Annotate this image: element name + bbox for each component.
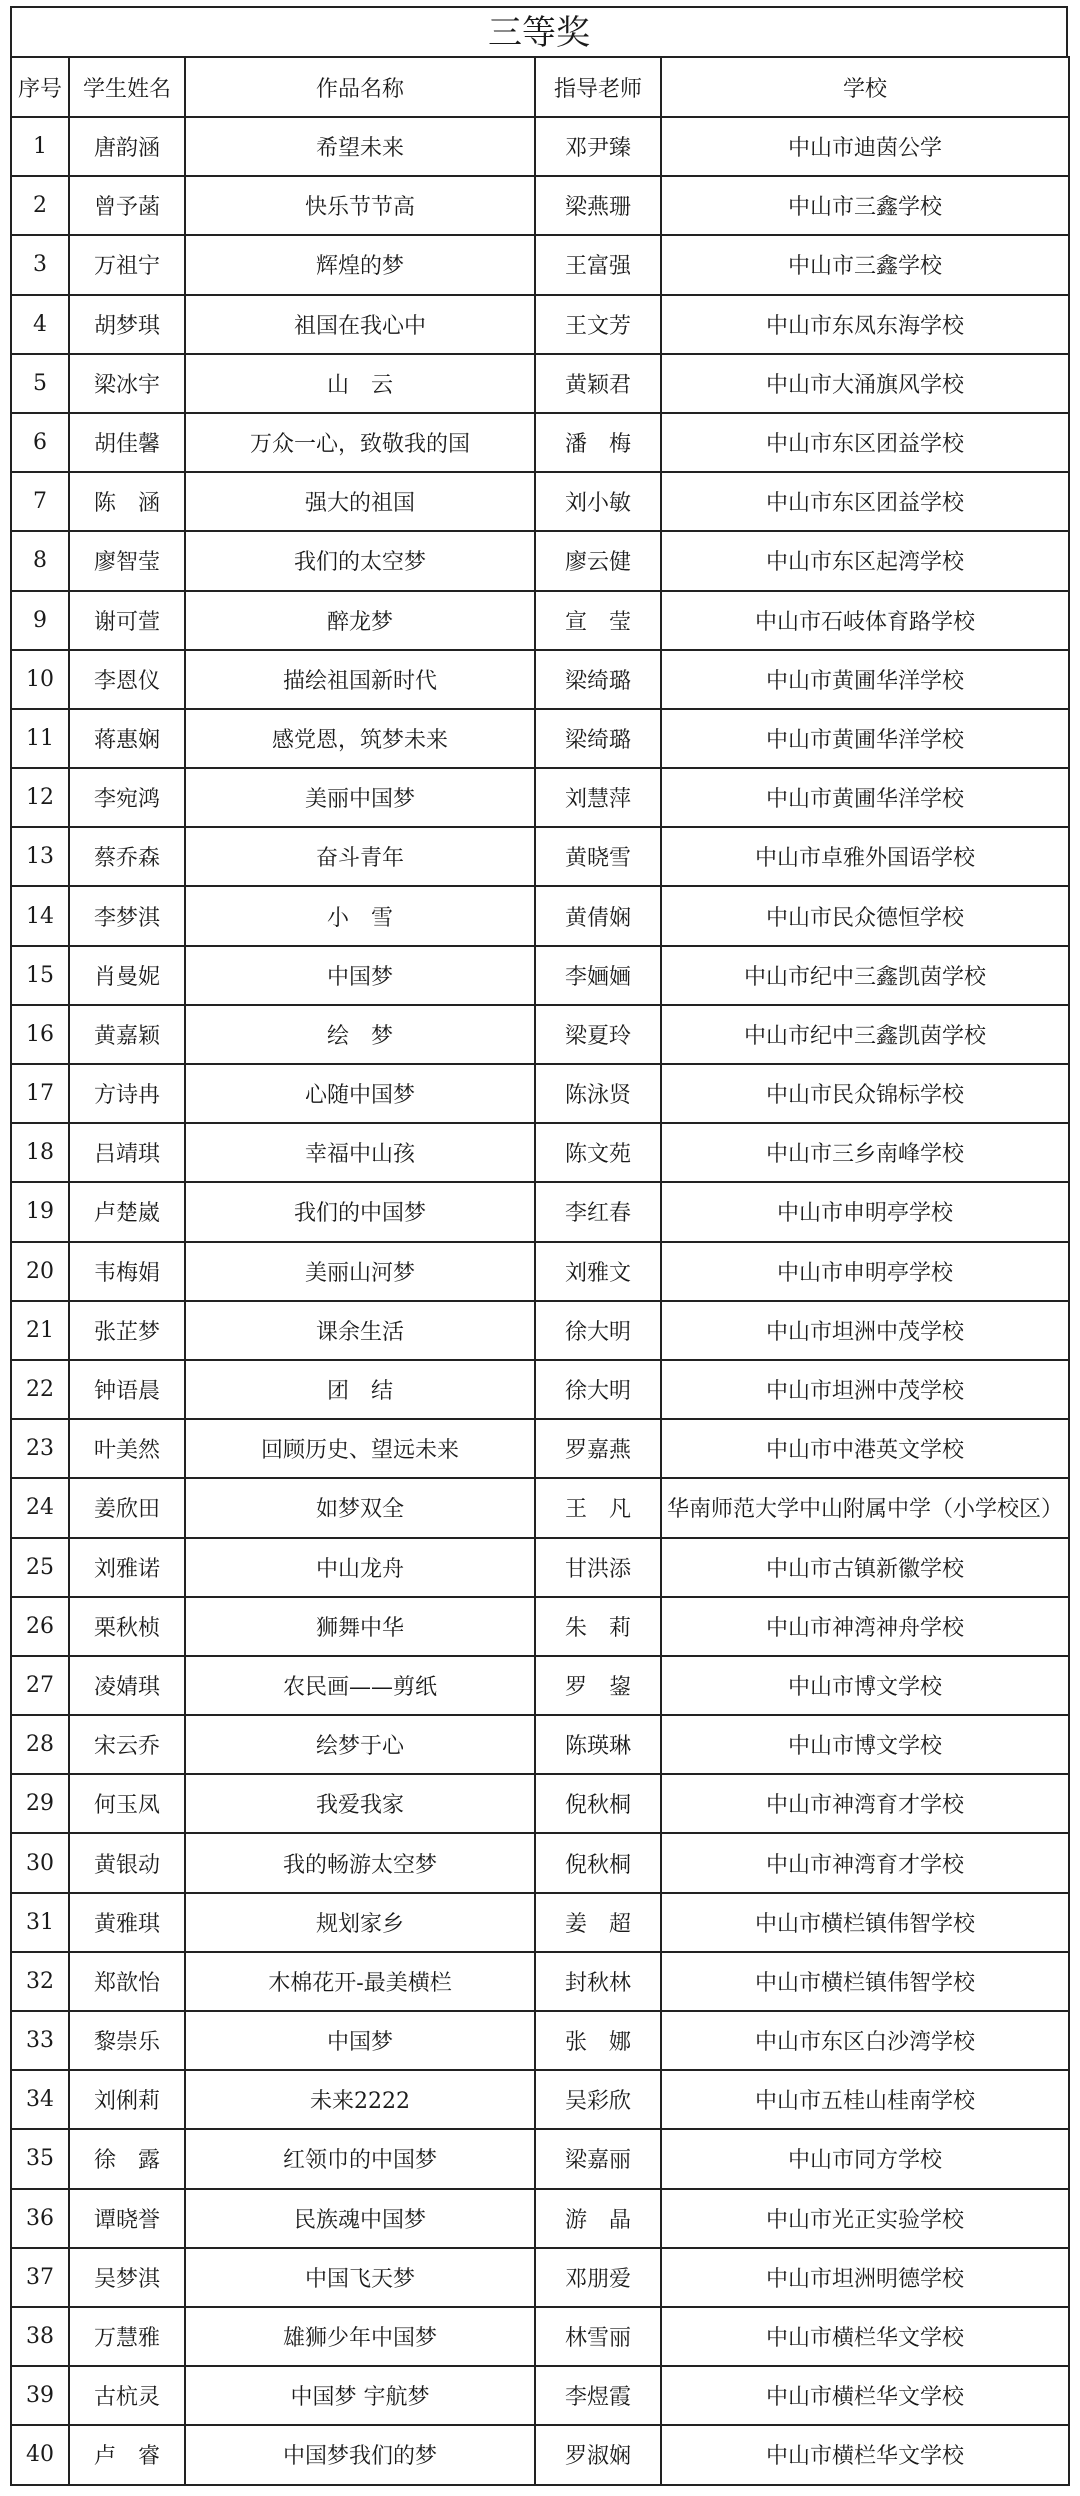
row-index: 22 — [11, 1360, 69, 1419]
school-name: 中山市纪中三鑫凯茵学校 — [661, 1005, 1069, 1064]
student-name: 万祖宁 — [69, 235, 185, 294]
table-row — [11, 1242, 1069, 1301]
school-name: 中山市迪茵公学 — [661, 117, 1069, 176]
school-name: 中山市坦洲中茂学校 — [661, 1301, 1069, 1360]
row-index: 32 — [11, 1952, 69, 2011]
teacher-name: 潘 梅 — [535, 413, 661, 472]
work-title: 奋斗青年 — [185, 827, 535, 886]
teacher-name: 徐大明 — [535, 1360, 661, 1419]
teacher-name: 徐大明 — [535, 1301, 661, 1360]
school-name: 中山市东凤东海学校 — [661, 295, 1069, 354]
row-index: 35 — [11, 2129, 69, 2188]
work-title: 我的畅游太空梦 — [185, 1833, 535, 1892]
student-name: 李梦淇 — [69, 886, 185, 945]
row-index: 33 — [11, 2011, 69, 2070]
work-title: 山 云 — [185, 354, 535, 413]
work-title: 雄狮少年中国梦 — [185, 2307, 535, 2366]
student-name: 何玉凤 — [69, 1774, 185, 1833]
student-name: 黄雅琪 — [69, 1893, 185, 1952]
award-table — [10, 56, 1070, 2486]
table-row — [11, 1419, 1069, 1478]
work-title: 我爱我家 — [185, 1774, 535, 1833]
row-index: 9 — [11, 591, 69, 650]
student-name: 张芷梦 — [69, 1301, 185, 1360]
work-title: 中国梦 — [185, 2011, 535, 2070]
work-title: 团 结 — [185, 1360, 535, 1419]
row-index: 38 — [11, 2307, 69, 2366]
table-row — [11, 650, 1069, 709]
teacher-name: 黄倩娴 — [535, 886, 661, 945]
student-name: 古杭灵 — [69, 2366, 185, 2425]
table-row — [11, 1656, 1069, 1715]
work-title: 辉煌的梦 — [185, 235, 535, 294]
student-name: 黎崇乐 — [69, 2011, 185, 2070]
table-row — [11, 2248, 1069, 2307]
work-title: 醉龙梦 — [185, 591, 535, 650]
row-index: 14 — [11, 886, 69, 945]
school-name: 中山市东区团益学校 — [661, 472, 1069, 531]
student-name: 谢可萱 — [69, 591, 185, 650]
table-row — [11, 2425, 1069, 2484]
teacher-name: 梁绮璐 — [535, 709, 661, 768]
school-name: 中山市同方学校 — [661, 2129, 1069, 2188]
school-name: 中山市坦洲明德学校 — [661, 2248, 1069, 2307]
table-row — [11, 768, 1069, 827]
work-title: 绘梦于心 — [185, 1715, 535, 1774]
work-title: 描绘祖国新时代 — [185, 650, 535, 709]
work-title: 中国梦 — [185, 946, 535, 1005]
header-teacher: 指导老师 — [535, 57, 661, 117]
row-index: 19 — [11, 1182, 69, 1241]
teacher-name: 梁燕珊 — [535, 176, 661, 235]
teacher-name: 姜 超 — [535, 1893, 661, 1952]
table-row — [11, 117, 1069, 176]
work-title: 心随中国梦 — [185, 1064, 535, 1123]
student-name: 叶美然 — [69, 1419, 185, 1478]
school-name: 中山市纪中三鑫凯茵学校 — [661, 946, 1069, 1005]
row-index: 11 — [11, 709, 69, 768]
row-index: 36 — [11, 2189, 69, 2248]
school-name: 中山市横栏华文学校 — [661, 2307, 1069, 2366]
work-title: 强大的祖国 — [185, 472, 535, 531]
school-name: 中山市三鑫学校 — [661, 176, 1069, 235]
student-name: 谭晓誉 — [69, 2189, 185, 2248]
work-title: 中国梦我们的梦 — [185, 2425, 535, 2484]
teacher-name: 甘洪添 — [535, 1538, 661, 1597]
school-name: 中山市三乡南峰学校 — [661, 1123, 1069, 1182]
row-index: 5 — [11, 354, 69, 413]
teacher-name: 刘慧萍 — [535, 768, 661, 827]
teacher-name: 罗淑娴 — [535, 2425, 661, 2484]
work-title: 我们的太空梦 — [185, 531, 535, 590]
table-row — [11, 413, 1069, 472]
table-row — [11, 1774, 1069, 1833]
row-index: 25 — [11, 1538, 69, 1597]
school-name: 中山市神湾神舟学校 — [661, 1597, 1069, 1656]
work-title: 民族魂中国梦 — [185, 2189, 535, 2248]
table-row — [11, 531, 1069, 590]
student-name: 郑歆怡 — [69, 1952, 185, 2011]
table-row — [11, 1064, 1069, 1123]
row-index: 29 — [11, 1774, 69, 1833]
student-name: 万慧雅 — [69, 2307, 185, 2366]
row-index: 12 — [11, 768, 69, 827]
teacher-name: 陈瑛琳 — [535, 1715, 661, 1774]
row-index: 15 — [11, 946, 69, 1005]
student-name: 蔡乔森 — [69, 827, 185, 886]
table-row — [11, 2129, 1069, 2188]
row-index: 30 — [11, 1833, 69, 1892]
table-row — [11, 2307, 1069, 2366]
teacher-name: 梁绮璐 — [535, 650, 661, 709]
row-index: 16 — [11, 1005, 69, 1064]
work-title: 未来2222 — [185, 2070, 535, 2129]
student-name: 李宛鸿 — [69, 768, 185, 827]
school-name: 中山市石岐体育路学校 — [661, 591, 1069, 650]
table-row — [11, 1360, 1069, 1419]
school-name: 中山市民众德恒学校 — [661, 886, 1069, 945]
teacher-name: 李红春 — [535, 1182, 661, 1241]
school-name: 中山市黄圃华洋学校 — [661, 768, 1069, 827]
teacher-name: 陈文苑 — [535, 1123, 661, 1182]
teacher-name: 宣 莹 — [535, 591, 661, 650]
work-title: 我们的中国梦 — [185, 1182, 535, 1241]
teacher-name: 王 凡 — [535, 1478, 661, 1537]
table-row — [11, 1478, 1069, 1537]
student-name: 凌婧琪 — [69, 1656, 185, 1715]
school-name: 中山市东区起湾学校 — [661, 531, 1069, 590]
row-index: 27 — [11, 1656, 69, 1715]
teacher-name: 李煜霞 — [535, 2366, 661, 2425]
work-title: 祖国在我心中 — [185, 295, 535, 354]
row-index: 8 — [11, 531, 69, 590]
student-name: 唐韵涵 — [69, 117, 185, 176]
teacher-name: 封秋林 — [535, 1952, 661, 2011]
teacher-name: 罗嘉燕 — [535, 1419, 661, 1478]
school-name: 中山市申明亭学校 — [661, 1242, 1069, 1301]
student-name: 韦梅娟 — [69, 1242, 185, 1301]
row-index: 26 — [11, 1597, 69, 1656]
student-name: 方诗冉 — [69, 1064, 185, 1123]
teacher-name: 廖云健 — [535, 531, 661, 590]
work-title: 万众一心，致敬我的国 — [185, 413, 535, 472]
student-name: 黄嘉颖 — [69, 1005, 185, 1064]
work-title: 美丽山河梦 — [185, 1242, 535, 1301]
student-name: 黄银动 — [69, 1833, 185, 1892]
work-title: 规划家乡 — [185, 1893, 535, 1952]
table-row — [11, 1538, 1069, 1597]
row-index: 39 — [11, 2366, 69, 2425]
school-name: 中山市申明亭学校 — [661, 1182, 1069, 1241]
work-title: 小 雪 — [185, 886, 535, 945]
work-title: 中山龙舟 — [185, 1538, 535, 1597]
work-title: 美丽中国梦 — [185, 768, 535, 827]
teacher-name: 倪秋桐 — [535, 1833, 661, 1892]
table-row — [11, 1893, 1069, 1952]
row-index: 7 — [11, 472, 69, 531]
table-row — [11, 591, 1069, 650]
school-name: 中山市三鑫学校 — [661, 235, 1069, 294]
school-name: 中山市东区团益学校 — [661, 413, 1069, 472]
row-index: 3 — [11, 235, 69, 294]
table-row — [11, 1182, 1069, 1241]
table-row — [11, 827, 1069, 886]
teacher-name: 罗 鋆 — [535, 1656, 661, 1715]
header-work: 作品名称 — [185, 57, 535, 117]
work-title: 希望未来 — [185, 117, 535, 176]
student-name: 李恩仪 — [69, 650, 185, 709]
teacher-name: 倪秋桐 — [535, 1774, 661, 1833]
table-row — [11, 2011, 1069, 2070]
header-school: 学校 — [661, 57, 1069, 117]
table-row — [11, 1123, 1069, 1182]
row-index: 23 — [11, 1419, 69, 1478]
student-name: 梁冰宇 — [69, 354, 185, 413]
school-name: 中山市五桂山桂南学校 — [661, 2070, 1069, 2129]
row-index: 21 — [11, 1301, 69, 1360]
teacher-name: 梁夏玲 — [535, 1005, 661, 1064]
row-index: 10 — [11, 650, 69, 709]
school-name: 中山市大涌旗风学校 — [661, 354, 1069, 413]
student-name: 吕靖琪 — [69, 1123, 185, 1182]
work-title: 感党恩，筑梦未来 — [185, 709, 535, 768]
teacher-name: 黄晓雪 — [535, 827, 661, 886]
work-title: 狮舞中华 — [185, 1597, 535, 1656]
work-title: 红领巾的中国梦 — [185, 2129, 535, 2188]
teacher-name: 游 晶 — [535, 2189, 661, 2248]
header-student: 学生姓名 — [69, 57, 185, 117]
student-name: 徐 露 — [69, 2129, 185, 2188]
teacher-name: 张 娜 — [535, 2011, 661, 2070]
student-name: 卢楚崴 — [69, 1182, 185, 1241]
row-index: 17 — [11, 1064, 69, 1123]
student-name: 姜欣田 — [69, 1478, 185, 1537]
school-name: 中山市横栏镇伟智学校 — [661, 1952, 1069, 2011]
student-name: 钟语晨 — [69, 1360, 185, 1419]
student-name: 吴梦淇 — [69, 2248, 185, 2307]
table-body — [11, 117, 1069, 2485]
header-row — [11, 57, 1069, 117]
teacher-name: 黄颖君 — [535, 354, 661, 413]
school-name: 中山市神湾育才学校 — [661, 1774, 1069, 1833]
table-row — [11, 1833, 1069, 1892]
teacher-name: 刘雅文 — [535, 1242, 661, 1301]
row-index: 13 — [11, 827, 69, 886]
table-row — [11, 354, 1069, 413]
student-name: 胡佳馨 — [69, 413, 185, 472]
work-title: 木棉花开-最美横栏 — [185, 1952, 535, 2011]
student-name: 刘雅诺 — [69, 1538, 185, 1597]
teacher-name: 林雪丽 — [535, 2307, 661, 2366]
school-name: 中山市中港英文学校 — [661, 1419, 1069, 1478]
school-name: 中山市黄圃华洋学校 — [661, 709, 1069, 768]
student-name: 栗秋桢 — [69, 1597, 185, 1656]
table-row — [11, 2189, 1069, 2248]
work-title: 农民画——剪纸 — [185, 1656, 535, 1715]
row-index: 18 — [11, 1123, 69, 1182]
row-index: 2 — [11, 176, 69, 235]
school-name: 中山市东区白沙湾学校 — [661, 2011, 1069, 2070]
table-row — [11, 1597, 1069, 1656]
teacher-name: 刘小敏 — [535, 472, 661, 531]
row-index: 1 — [11, 117, 69, 176]
school-name: 中山市横栏华文学校 — [661, 2366, 1069, 2425]
school-name: 中山市黄圃华洋学校 — [661, 650, 1069, 709]
table-row — [11, 1005, 1069, 1064]
table-row — [11, 1715, 1069, 1774]
school-name: 华南师范大学中山附属中学（小学校区） — [661, 1478, 1069, 1537]
table-row — [11, 1952, 1069, 2011]
school-name: 中山市横栏华文学校 — [661, 2425, 1069, 2484]
header-index: 序号 — [11, 57, 69, 117]
teacher-name: 王富强 — [535, 235, 661, 294]
teacher-name: 陈泳贤 — [535, 1064, 661, 1123]
table-row — [11, 886, 1069, 945]
row-index: 31 — [11, 1893, 69, 1952]
student-name: 胡梦琪 — [69, 295, 185, 354]
work-title: 中国飞天梦 — [185, 2248, 535, 2307]
row-index: 4 — [11, 295, 69, 354]
award-sheet — [10, 6, 1068, 2486]
teacher-name: 吴彩欣 — [535, 2070, 661, 2129]
school-name: 中山市古镇新徽学校 — [661, 1538, 1069, 1597]
school-name: 中山市博文学校 — [661, 1715, 1069, 1774]
teacher-name: 梁嘉丽 — [535, 2129, 661, 2188]
work-title: 如梦双全 — [185, 1478, 535, 1537]
row-index: 6 — [11, 413, 69, 472]
teacher-name: 邓朋爱 — [535, 2248, 661, 2307]
page-title: 三等奖 — [10, 6, 1068, 56]
school-name: 中山市坦洲中茂学校 — [661, 1360, 1069, 1419]
school-name: 中山市博文学校 — [661, 1656, 1069, 1715]
student-name: 宋云乔 — [69, 1715, 185, 1774]
teacher-name: 邓尹臻 — [535, 117, 661, 176]
work-title: 课余生活 — [185, 1301, 535, 1360]
table-row — [11, 2366, 1069, 2425]
row-index: 28 — [11, 1715, 69, 1774]
student-name: 肖曼妮 — [69, 946, 185, 1005]
work-title: 中国梦 宇航梦 — [185, 2366, 535, 2425]
school-name: 中山市卓雅外国语学校 — [661, 827, 1069, 886]
row-index: 37 — [11, 2248, 69, 2307]
table-row — [11, 295, 1069, 354]
teacher-name: 王文芳 — [535, 295, 661, 354]
student-name: 曾予菡 — [69, 176, 185, 235]
student-name: 蒋惠娴 — [69, 709, 185, 768]
row-index: 20 — [11, 1242, 69, 1301]
table-row — [11, 235, 1069, 294]
teacher-name: 李婳婳 — [535, 946, 661, 1005]
table-row — [11, 176, 1069, 235]
work-title: 幸福中山孩 — [185, 1123, 535, 1182]
teacher-name: 朱 莉 — [535, 1597, 661, 1656]
student-name: 廖智莹 — [69, 531, 185, 590]
row-index: 34 — [11, 2070, 69, 2129]
table-row — [11, 472, 1069, 531]
table-row — [11, 2070, 1069, 2129]
school-name: 中山市民众锦标学校 — [661, 1064, 1069, 1123]
student-name: 刘俐莉 — [69, 2070, 185, 2129]
work-title: 绘 梦 — [185, 1005, 535, 1064]
school-name: 中山市神湾育才学校 — [661, 1833, 1069, 1892]
student-name: 陈 涵 — [69, 472, 185, 531]
student-name: 卢 睿 — [69, 2425, 185, 2484]
table-row — [11, 1301, 1069, 1360]
school-name: 中山市光正实验学校 — [661, 2189, 1069, 2248]
table-row — [11, 946, 1069, 1005]
school-name: 中山市横栏镇伟智学校 — [661, 1893, 1069, 1952]
work-title: 回顾历史、望远未来 — [185, 1419, 535, 1478]
row-index: 40 — [11, 2425, 69, 2484]
work-title: 快乐节节高 — [185, 176, 535, 235]
table-row — [11, 709, 1069, 768]
row-index: 24 — [11, 1478, 69, 1537]
